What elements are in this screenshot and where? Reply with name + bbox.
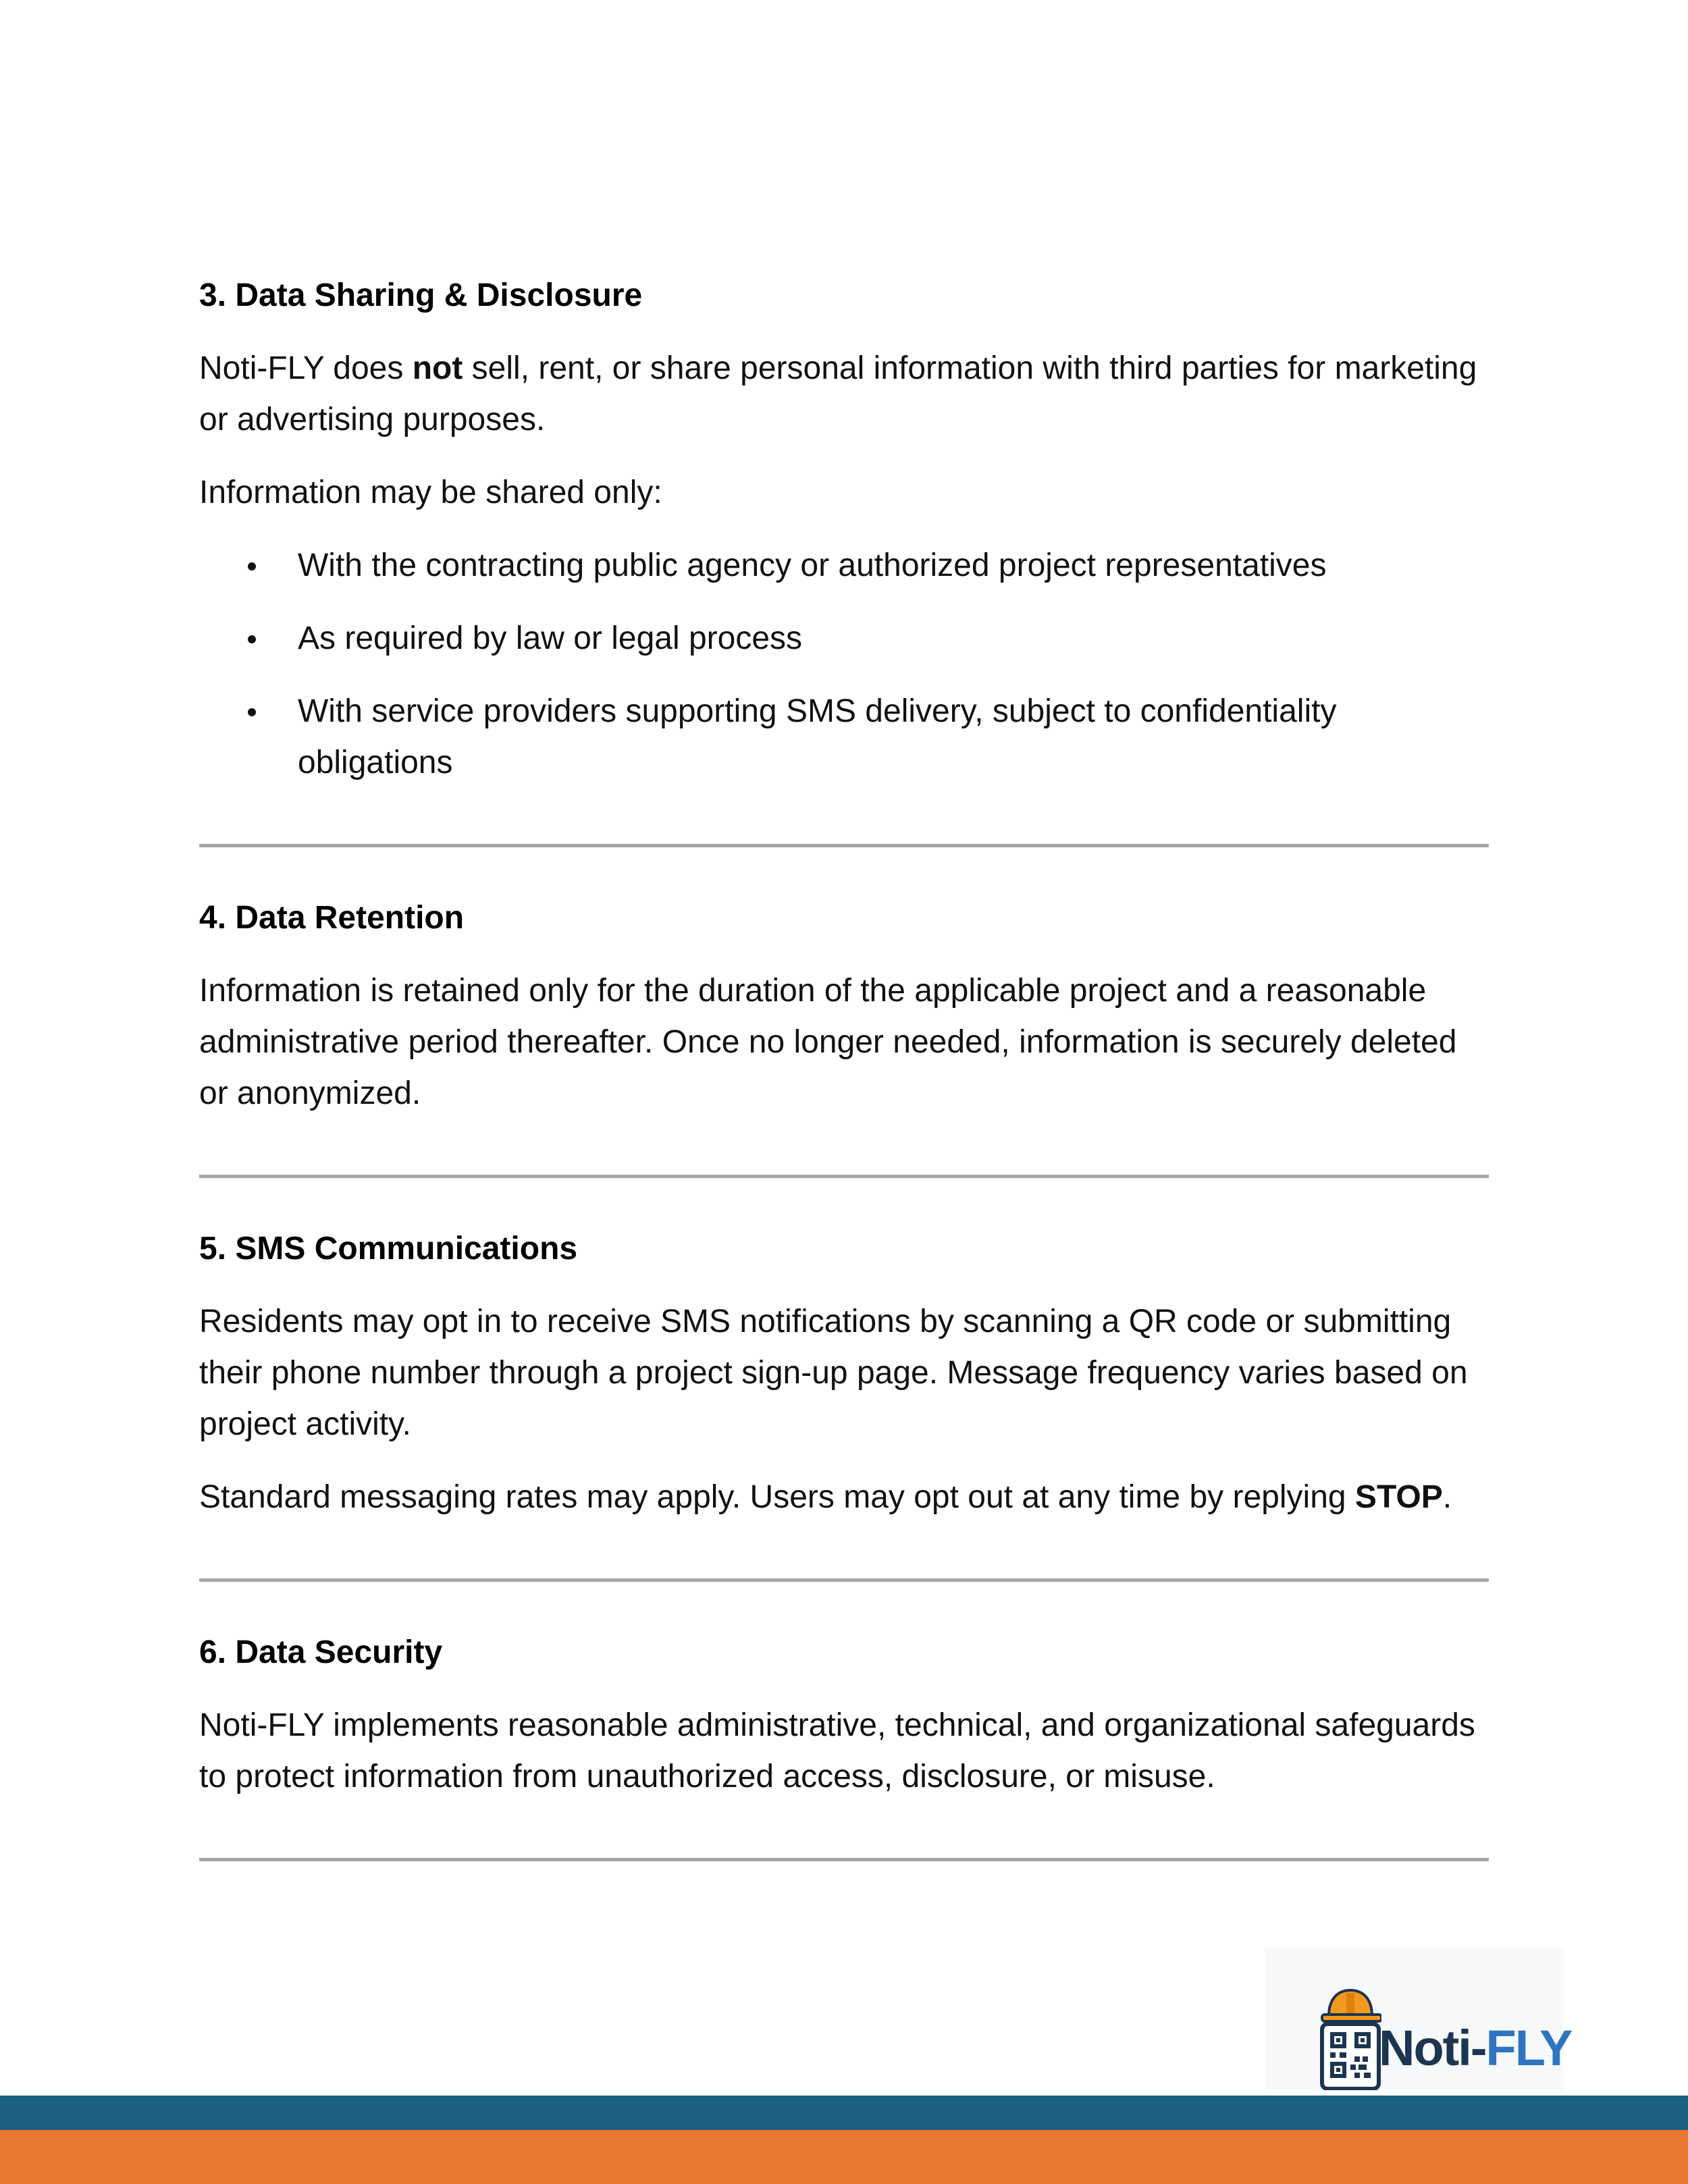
paragraph: Information is retained only for the duration of the applicable project and a reasonable administrative period thereafter. Once no longer needed, information is securely deleted or anonymized. xyxy=(199,973,1457,1111)
paragraph: Standard messaging rates may apply. Users may opt out at any time by replying STOP. xyxy=(199,1479,1452,1515)
hard-hat-icon xyxy=(1322,1990,1381,2021)
section-data-sharing xyxy=(199,270,1489,789)
paragraph: Noti-FLY implements reasonable administrative, technical, and organizational safeguards to protect information from unauthorized access, disclosure, or misuse. xyxy=(199,1707,1475,1794)
bullet-icon xyxy=(248,635,256,643)
emphasis-not: not xyxy=(412,350,463,386)
paragraph: Residents may opt in to receive SMS notifications by scanning a QR code or submitting their phone number through a project sign-up page. Message frequency varies based on project activity. xyxy=(199,1304,1468,1442)
paragraph: Information may be shared only: xyxy=(199,475,662,510)
list-item: With the contracting public agency or authorized project representatives xyxy=(199,540,1489,591)
bullet-list xyxy=(199,540,1489,789)
section-data-security xyxy=(199,1627,1489,1803)
qr-code-icon xyxy=(1319,1989,1381,2090)
paragraph: Noti-FLY does not sell, rent, or share personal information with third parties for marketing or advertising purposes. xyxy=(199,350,1477,437)
noti-fly-logo xyxy=(1265,1948,1572,2090)
page-content xyxy=(199,270,1489,1861)
section-divider xyxy=(199,1858,1489,1861)
bullet-icon xyxy=(248,562,256,570)
list-item: As required by law or legal process xyxy=(199,613,1489,664)
section-title: 5. SMS Communications xyxy=(199,1231,578,1267)
section-sms-communications xyxy=(199,1223,1489,1523)
section-title: 3. Data Sharing & Disclosure xyxy=(199,277,643,313)
bullet-icon xyxy=(248,708,256,716)
list-item: With service providers supporting SMS delivery, subject to confidentiality obligations xyxy=(199,686,1489,789)
logo-wordmark: Noti-FLY xyxy=(1379,2020,1572,2076)
section-title: 4. Data Retention xyxy=(199,900,465,936)
section-title: 6. Data Security xyxy=(199,1634,443,1670)
emphasis-stop: STOP xyxy=(1354,1479,1443,1515)
section-data-retention xyxy=(199,893,1489,1119)
footer-band-orange xyxy=(0,2130,1688,2184)
footer-band-blue xyxy=(0,2096,1688,2130)
